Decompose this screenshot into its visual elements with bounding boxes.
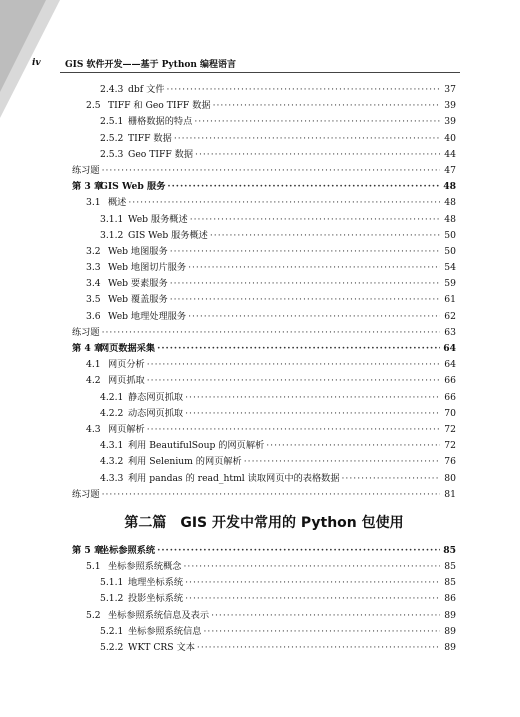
toc-entry-number: 第 3 章 <box>72 181 104 193</box>
toc-entry-page: 85 <box>443 544 456 556</box>
running-header-title: GIS 软件开发——基于 Python 编程语言 <box>65 60 237 70</box>
toc-entry-title: 利用 pandas 的 read_html 读取网页中的表格数据 <box>128 472 340 484</box>
toc-entry-title: GIS Web 服务 <box>100 181 166 193</box>
toc-entry-number: 5.1.1 <box>100 577 124 589</box>
dot-leader <box>266 438 440 454</box>
toc-entry-title: GIS Web 服务概述 <box>128 229 208 241</box>
toc-entry-title: 动态网页抓取 <box>128 407 184 419</box>
dot-leader <box>197 640 440 656</box>
toc-entry-title: 概述 <box>108 197 127 209</box>
toc-entry-number: 3.1.1 <box>100 213 124 225</box>
dot-leader <box>188 260 440 276</box>
toc-entry-title: 坐标参照系统概念 <box>108 561 182 573</box>
toc-entry-number: 3.3 <box>86 262 101 274</box>
dot-leader <box>147 373 440 389</box>
toc-entry[interactable] <box>72 309 456 325</box>
toc-entry-title: Web 要素服务 <box>108 278 168 290</box>
toc-entry[interactable] <box>72 276 456 292</box>
toc-entry-page: 44 <box>444 148 456 160</box>
toc-entry-title: 坐标参照系统 <box>100 544 156 556</box>
toc-entry[interactable] <box>72 543 456 559</box>
toc-entry-title: Web 地图切片服务 <box>108 262 187 274</box>
toc-entry-number: 4.1 <box>86 359 101 371</box>
toc-entry-number: 5.2.2 <box>100 642 124 653</box>
toc-entry-title: dbf 文件 <box>128 84 165 95</box>
toc-entry[interactable] <box>72 114 456 130</box>
toc-entry-number: 3.5 <box>86 294 101 306</box>
dot-leader <box>157 341 440 357</box>
dot-leader <box>194 114 440 130</box>
toc-entry-page: 89 <box>444 625 456 637</box>
toc-entry[interactable] <box>72 640 456 656</box>
toc-entry-page: 48 <box>443 181 456 193</box>
toc-entry[interactable] <box>72 454 456 470</box>
toc-entry-page: 48 <box>444 213 456 225</box>
dot-leader <box>185 575 440 591</box>
toc-entry-title: TIFF 数据 <box>128 132 172 144</box>
toc-entry-number: 4.3.1 <box>100 440 124 452</box>
toc-entry[interactable] <box>72 373 456 389</box>
dot-leader <box>213 98 440 114</box>
toc-entry-page: 89 <box>444 609 456 621</box>
toc-entry-title: Web 覆盖服务 <box>108 294 168 306</box>
dot-leader <box>166 82 440 98</box>
toc-entry-page: 48 <box>444 197 456 209</box>
toc-entry-number: 4.2.2 <box>100 407 124 419</box>
dot-leader <box>204 624 441 640</box>
toc-entry-number: 4.2.1 <box>100 391 124 403</box>
toc-entry[interactable] <box>72 471 456 487</box>
toc-entry-title: 坐标参照系统信息 <box>128 625 202 637</box>
toc-entry-page: 70 <box>444 407 456 419</box>
toc-entry-title: 网页分析 <box>108 359 145 371</box>
dot-leader <box>102 325 440 341</box>
toc-entry-page: 54 <box>444 262 456 274</box>
dot-leader <box>170 244 440 260</box>
toc-entry-title: 练习题 <box>72 326 100 338</box>
toc-entry[interactable] <box>72 244 456 260</box>
dot-leader <box>147 357 440 373</box>
toc-entry-title: 利用 BeautifulSoup 的网页解析 <box>128 440 265 452</box>
toc-entry-title: 练习题 <box>72 164 100 176</box>
toc-entry-number: 第 5 章 <box>72 544 104 556</box>
toc-entry-page: 62 <box>444 310 456 322</box>
dot-leader <box>167 179 440 195</box>
toc-entry-page: 86 <box>444 593 456 605</box>
toc-entry-page: 72 <box>444 440 456 452</box>
toc-entry[interactable] <box>72 608 456 624</box>
dot-leader <box>174 131 440 147</box>
dot-leader <box>170 276 440 292</box>
toc-entry-title: Geo TIFF 数据 <box>128 148 194 160</box>
dot-leader <box>185 591 440 607</box>
toc-entry[interactable] <box>72 98 456 114</box>
toc-entry-page: 66 <box>444 391 456 403</box>
page-number: iv <box>32 58 41 68</box>
toc-entry-title: Web 地理处理服务 <box>108 310 187 322</box>
toc-entry-title: 网页解析 <box>108 423 145 435</box>
toc-entry-page: 85 <box>444 577 456 589</box>
toc-entry[interactable] <box>72 163 456 179</box>
toc-entry-number: 2.5.2 <box>100 132 124 144</box>
toc-entry-page: 80 <box>444 472 456 484</box>
toc-entry[interactable] <box>72 591 456 607</box>
toc-entry-page: 89 <box>444 642 456 653</box>
toc-entry-page: 64 <box>444 359 456 371</box>
toc-entry-page: 40 <box>444 132 456 144</box>
toc-entry-page: 39 <box>444 116 456 128</box>
toc-entry[interactable] <box>72 422 456 438</box>
toc-entry-page: 50 <box>444 229 456 241</box>
toc-entry-title: TIFF 和 Geo TIFF 数据 <box>108 100 211 112</box>
toc-entry-number: 2.5 <box>86 100 101 112</box>
toc-entry-number: 2.5.1 <box>100 116 124 128</box>
dot-leader <box>342 471 440 487</box>
dot-leader <box>244 454 440 470</box>
toc-entry-number: 5.1 <box>86 561 101 573</box>
dot-leader <box>185 406 440 422</box>
toc-entry-number: 2.4.3 <box>100 84 124 95</box>
toc-entry-page: 39 <box>444 100 456 112</box>
toc-entry-title: 栅格数据的特点 <box>128 116 193 128</box>
page-corner-decoration-inner <box>0 0 46 92</box>
toc-entry-page: 59 <box>444 278 456 290</box>
toc-entry-page: 50 <box>444 245 456 257</box>
toc-entry[interactable] <box>72 228 456 244</box>
toc-entry-title: 地理坐标系统 <box>128 577 184 589</box>
dot-leader <box>188 309 440 325</box>
toc-entry-title: 坐标参照系统信息及表示 <box>108 609 210 621</box>
toc-entry[interactable] <box>72 212 456 228</box>
toc-entry[interactable] <box>72 260 456 276</box>
toc-entry[interactable] <box>72 438 456 454</box>
toc-entry-title: 练习题 <box>72 488 100 500</box>
toc-entry-title: Web 服务概述 <box>128 213 188 225</box>
toc-entry-number: 4.3.2 <box>100 456 124 468</box>
toc-entry-number: 5.2 <box>86 609 101 621</box>
toc-entry-page: 37 <box>444 84 456 95</box>
toc-entry[interactable] <box>72 487 456 503</box>
toc-entry-number: 5.1.2 <box>100 593 124 605</box>
toc-list-bottom <box>72 543 456 656</box>
toc-entry[interactable] <box>72 406 456 422</box>
dot-leader <box>128 195 440 211</box>
toc-entry[interactable] <box>72 575 456 591</box>
toc-entry-title: 静态网页抓取 <box>128 391 184 403</box>
dot-leader <box>190 212 440 228</box>
toc-entry[interactable] <box>72 131 456 147</box>
dot-leader <box>195 147 440 163</box>
toc-entry[interactable] <box>72 179 456 195</box>
toc-entry-page: 66 <box>444 375 456 387</box>
toc-entry[interactable] <box>72 292 456 308</box>
dot-leader <box>102 163 440 179</box>
dot-leader <box>102 487 440 503</box>
toc-entry-number: 3.1.2 <box>100 229 124 241</box>
toc-entry-title: 利用 Selenium 的网页解析 <box>128 456 242 468</box>
toc-entry-page: 76 <box>444 456 456 468</box>
toc-entry[interactable] <box>72 624 456 640</box>
toc-entry-number: 5.2.1 <box>100 625 124 637</box>
toc-entry-number: 3.1 <box>86 197 101 209</box>
toc-entry-number: 3.2 <box>86 245 101 257</box>
dot-leader <box>157 543 440 559</box>
toc-entry-number: 4.3 <box>86 423 101 435</box>
toc-entry-page: 64 <box>443 343 456 354</box>
part-title: 第二篇 GIS 开发中常用的 Python 包使用 <box>124 514 404 531</box>
toc-entry[interactable] <box>72 341 456 357</box>
dot-leader <box>147 422 440 438</box>
toc-entry-number: 3.4 <box>86 278 101 290</box>
toc-entry-number: 第 4 章 <box>72 343 104 354</box>
toc-entry[interactable] <box>72 357 456 373</box>
toc-entry-number: 4.3.3 <box>100 472 124 484</box>
toc-entry-page: 47 <box>444 164 456 176</box>
toc-entry[interactable] <box>72 325 456 341</box>
toc-entry[interactable] <box>72 82 456 98</box>
dot-leader <box>185 390 440 406</box>
header-rule <box>60 72 460 73</box>
dot-leader <box>210 228 440 244</box>
dot-leader <box>170 292 440 308</box>
toc-entry-number: 2.5.3 <box>100 148 124 160</box>
toc-entry[interactable] <box>72 559 456 575</box>
toc-entry-number: 3.6 <box>86 310 101 322</box>
dot-leader <box>211 608 440 624</box>
toc-entry-page: 81 <box>444 488 456 500</box>
toc-entry[interactable] <box>72 195 456 211</box>
toc-entry-page: 72 <box>444 423 456 435</box>
dot-leader <box>184 559 441 575</box>
toc-entry-number: 4.2 <box>86 375 101 387</box>
toc-entry-title: Web 地图服务 <box>108 245 168 257</box>
toc-entry[interactable] <box>72 390 456 406</box>
table-of-contents <box>72 82 456 656</box>
toc-entry-page: 61 <box>444 294 456 306</box>
toc-list-top <box>72 82 456 503</box>
toc-entry[interactable] <box>72 147 456 163</box>
toc-entry-title: WKT CRS 文本 <box>128 642 195 653</box>
toc-entry-page: 85 <box>444 561 456 573</box>
toc-entry-title: 投影坐标系统 <box>128 593 184 605</box>
toc-entry-title: 网页数据采集 <box>100 343 156 354</box>
toc-entry-title: 网页抓取 <box>108 375 145 387</box>
toc-entry-page: 63 <box>444 326 456 338</box>
